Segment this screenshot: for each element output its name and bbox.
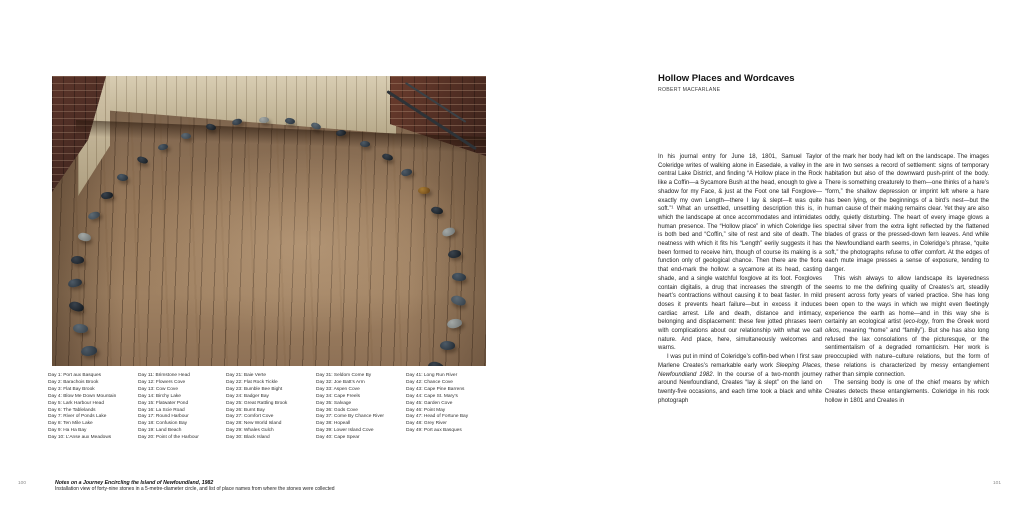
day-entry: Day 47: Head of Fortune Bay — [406, 414, 469, 420]
day-entry: Day 29: Whales Gulch — [226, 428, 274, 434]
day-entry: Day 19: Land Beach — [138, 428, 182, 434]
day-entry: Day 39: Lower Island Cove — [316, 428, 374, 434]
day-list-column — [406, 373, 496, 442]
stone — [67, 277, 83, 288]
day-entry: Day 25: Great Rattling Brook — [226, 400, 288, 406]
day-entry: Day 3: Flat Bay Brook — [48, 386, 95, 392]
day-entry: Day 26: Burnt Bay — [226, 407, 265, 413]
stone — [428, 360, 446, 366]
stone — [232, 118, 243, 126]
essay-column-2 — [825, 153, 989, 405]
day-entry: Day 36: Gods Cove — [316, 407, 358, 413]
day-entry: Day 35: Salvage — [316, 400, 352, 406]
day-entry: Day 11: Brimstone Head — [138, 373, 190, 378]
day-entry: Day 27: Comfort Cove — [226, 414, 274, 420]
essay-title: Hollow Places and Wordcaves — [658, 73, 795, 84]
stone — [101, 191, 113, 199]
stone — [117, 173, 129, 181]
day-entry: Day 7: River of Ponds Lake — [48, 414, 107, 420]
page-number-right: 101 — [993, 481, 1002, 486]
day-entry: Day 5: Lark Harbour Head — [48, 400, 104, 406]
essay-column-1 — [658, 153, 822, 405]
day-entry: Day 49: Port aux Basques — [406, 428, 462, 434]
day-entry: Day 46: Point May — [406, 407, 446, 413]
essay-paragraph: In his journal entry for June 18, 1801, Samuel Taylor Coleridge writes of walking alone in Easedale, a valley in the central Lake District, and finding “A Hollow place in the Rock like a Coffin—a Sycamore Bush at the head, enough to give a shadow for my Face, & just at the Foot one tall Foxglove—exactly my own Length—there I lay & slept—It was quite soft.”¹ What an unsettled, unsettling description this is, in which the landscape at once accommodates and intimidates human presence. The “Hollow place” in which Coleridge lies is both bed and “Coffin,” site of rest and site of death. The neatness with which it fits his “Length” eerily suggests it has been formed to receive him, though of course its making is a function only of geological chance. Then there are the flora that end-mark the hollow: a sycamore at its head, casting shade, and a single watchful foxglove at its foot. Foxgloves contain digitalis, a drug that increases the strength of the heart’s contractions without causing it to beat faster. In mild doses it prevents heart failure—but in excess it induces cardiac arrest. Life and death, distance and intimacy, belonging and displacement: these few jotted phrases teem with complications about our relationship with what we call nature. And place, here, simultaneously welcomes and warns. — [658, 154, 822, 352]
essay-paragraph: The sensing body is one of the chief means by which Creates detects these entanglements. Coleridge in his rock hollow in 1801 and Creates in — [825, 380, 989, 404]
stone — [450, 294, 466, 307]
stone — [71, 256, 85, 264]
day-entry: Day 13: Cow Cove — [138, 386, 178, 392]
stone — [441, 226, 455, 237]
installation-photo — [52, 76, 486, 366]
day-entry: Day 18: Confusion Bay — [138, 421, 188, 427]
stone — [400, 168, 412, 177]
day-entry: Day 12: Flowers Cove — [138, 379, 186, 385]
day-entry: Day 41: Long Run River — [406, 373, 458, 378]
day-entry: Day 32: Joe Batt’s Arm — [316, 379, 365, 385]
day-entry: Day 6: The Tablelands — [48, 407, 96, 413]
day-entry: Day 30: Black Island — [226, 435, 270, 441]
day-list-column — [138, 373, 226, 442]
essay-byline: ROBERT MACFARLANE — [658, 87, 721, 93]
stone — [181, 132, 191, 138]
day-entry: Day 43: Cape Pine Barrens — [406, 386, 465, 392]
day-entry: Day 1: Port aux Basques — [48, 373, 102, 378]
day-entry: Day 16: La Scie Road — [138, 407, 185, 413]
stone — [206, 123, 217, 131]
stone — [451, 272, 466, 281]
stone — [446, 317, 463, 329]
day-list — [48, 373, 496, 442]
day-entry: Day 48: Grey River — [406, 421, 447, 427]
stone — [91, 365, 110, 366]
day-entry: Day 24: Badger Bay — [226, 393, 269, 399]
day-entry: Day 34: Cape Freels — [316, 393, 360, 399]
day-entry: Day 2: Barachois Brook — [48, 379, 99, 385]
day-entry: Day 10: L’Anse aux Meadows — [48, 435, 112, 441]
day-entry: Day 15: Flatwater Pond — [138, 400, 189, 406]
day-entry: Day 28: New World Island — [226, 421, 282, 427]
essay-body — [658, 153, 989, 405]
stone — [81, 345, 98, 357]
stone — [136, 156, 148, 165]
stone — [440, 341, 456, 350]
stone — [448, 249, 462, 258]
stone — [259, 117, 269, 123]
stone — [417, 187, 429, 194]
day-entry: Day 4: Blow Me Down Mountain — [48, 393, 117, 399]
stone — [360, 140, 371, 147]
day-list-column — [226, 373, 316, 442]
figure-caption — [55, 480, 335, 493]
day-entry: Day 9: Ha Ha Bay — [48, 428, 87, 434]
day-entry: Day 42: Chance Cove — [406, 379, 453, 385]
stone — [158, 143, 169, 151]
day-entry: Day 22: Flat Rock Tickle — [226, 379, 278, 385]
day-list-column — [48, 373, 138, 442]
stone-circle — [52, 76, 486, 366]
day-entry: Day 33: Aspen Cove — [316, 386, 360, 392]
day-list-column — [316, 373, 406, 442]
essay-header — [658, 73, 795, 93]
day-entry: Day 17: Round Harbour — [138, 414, 189, 420]
day-entry: Day 40: Cape Spear — [316, 435, 360, 441]
day-entry: Day 21: Baie Verte — [226, 373, 266, 378]
day-entry: Day 44: Cape St. Mary’s — [406, 393, 458, 399]
stone — [285, 118, 295, 125]
stone — [336, 129, 347, 136]
day-entry: Day 37: Come By Chance River — [316, 414, 384, 420]
stone — [73, 324, 89, 334]
essay-paragraph: This wish always to allow landscape its layeredness seems to me the defining quality of Creates’s art, steadily present across forty years of varied practice. She has long been open to the ways in which we might even fleetingly experience the earth as home—and in this way she is certainly an ecological artist (eco-logy, from the Greek word oikos, meaning “home” and “family”). But she has also long refused the lax consolations of the picturesque, or the sentimentalism of a degraded romanticism. Her work is preoccupied with nature–culture relations, but the form of these relations is characterized by messy entanglement rather than simple connection. — [825, 275, 989, 378]
essay-paragraph: I was put in mind of Coleridge’s coffin-bed when I first saw Marlene Creates’s remarkable early work Sleeping Places, Newfoundland 1982. In the course of a two-month journey around Newfoundland, Creates “lay & slept” on the land on twenty-five occasions, and each time took a black and white photograph — [658, 354, 822, 404]
caption-title: Notes on a Journey Encircling the Island of Newfoundland, 1982 — [55, 480, 214, 486]
stone — [77, 232, 91, 242]
stone — [311, 121, 322, 130]
day-entry: Day 31: Seldom Come By — [316, 373, 372, 378]
day-entry: Day 38: Hopeall — [316, 421, 351, 427]
stone — [87, 210, 101, 221]
day-entry: Day 20: Point of the Harbour — [138, 435, 199, 441]
stone — [68, 300, 84, 312]
day-entry: Day 14: Birchy Lake — [138, 393, 181, 399]
day-entry: Day 45: Garden Cove — [406, 400, 453, 406]
page-number-left: 100 — [18, 481, 27, 486]
day-entry: Day 8: Ten Mile Lake — [48, 421, 93, 427]
day-entry: Day 23: Bumble Bee Bight — [226, 386, 283, 392]
caption-subtitle: Installation view of forty-nine stones in a 5-metre-diameter circle, and list of place names from where the stones were collected — [55, 486, 335, 493]
stone — [431, 206, 444, 215]
stone — [381, 152, 393, 161]
essay-paragraph: of the mark her body had left on the landscape. The images are in two senses a record of settlement: signs of temporary habitation but also of the downward push-print of the body. There is something creaturely to them—one thinks of a hare’s “form,” the shallow depression or imprint left where a hare has been lying, or the beginnings of a bird’s nest—but the human cause of their making remains clear. Yet they are also oddly, quietly disturbing. The heart of every image glows a spectral silver from the extra light reflected by the flattened blades of grass or the pressed-down fern leaves. And while the Newfoundland earth seems, in Coleridge’s phrase, “quite soft,” the photographs refuse to offer comfort. At the edges of each mute image presses a sense of exposure, tending to danger. — [825, 154, 989, 274]
